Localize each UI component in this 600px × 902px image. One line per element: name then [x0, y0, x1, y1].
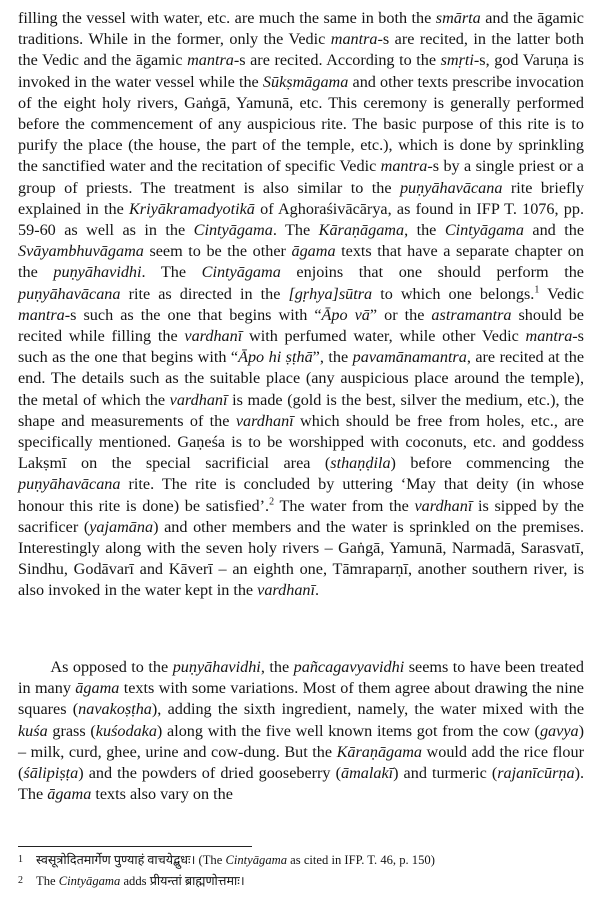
text-run: ). The: [18, 764, 584, 804]
footnote-divider: [18, 846, 252, 847]
footnote-1: [18, 852, 584, 868]
italic-term: Āpo vā: [321, 305, 370, 324]
text-run: As opposed to the: [18, 658, 173, 676]
italic-term: puṇyāhavidhi: [53, 263, 142, 282]
italic-term: astramantra: [431, 305, 512, 324]
text-run: -s such as the one that begins with “: [64, 305, 322, 324]
italic-term: [gṛhya]sūtra: [288, 284, 373, 303]
text-run: -s such as the one that begins with “: [18, 327, 584, 367]
footnote-1-text-a: (The: [195, 853, 226, 867]
italic-term: vardhanī: [414, 496, 473, 515]
footnote-1-text-b: as cited in IFP. T. 46, p. 150): [287, 853, 435, 867]
italic-term: Cintyāgama: [193, 221, 273, 240]
text-run: enjoins that one should perform the: [280, 263, 584, 282]
italic-term: āgama: [291, 242, 336, 261]
footnote-2-mark: 2: [18, 875, 23, 886]
italic-term: mantra: [525, 327, 573, 346]
italic-term: Cintyāgama: [444, 221, 524, 240]
footnote-1-title: Cintyāgama: [225, 853, 288, 867]
text-run: and the āgamic traditions. While in the former, only the Vedic: [18, 9, 584, 49]
text-run: should be recited while filling the: [18, 305, 584, 346]
text-run: ) along with the five well known items got from the cow (: [156, 721, 540, 740]
text-run: filling the vessel with water, etc. are much the same in both the: [18, 9, 436, 27]
footnote-2-devanagari: प्रीयन्तां ब्राह्मणोत्तमाः।: [149, 874, 245, 888]
italic-term: puṇyāhavidhi: [172, 658, 261, 676]
italic-term: puṇyāhavācana: [399, 178, 503, 197]
text-run: rite. The rite is concluded by uttering ‘May that deity (in whose honour this rite is done) be satisfied’.: [18, 475, 584, 515]
text-run: to which one belongs.: [372, 284, 535, 303]
text-run: rite briefly explained in the: [18, 178, 584, 218]
italic-term: puṇyāhavācana: [18, 284, 121, 303]
text-run: -s, god Varuṇa is invoked in the water vessel while the: [18, 51, 584, 91]
italic-term: sthaṇḍila: [330, 454, 391, 473]
footnote-ref: 1: [534, 284, 540, 296]
italic-term: āgama: [47, 785, 92, 804]
text-run: is sipped by the sacrificer (: [18, 496, 584, 536]
italic-term: Cintyāgama: [201, 263, 281, 282]
text-run: seem to be the other: [143, 242, 292, 261]
text-run: seems to have been treated in many: [18, 658, 585, 698]
italic-term: Kriyākramadyotikā: [129, 199, 255, 218]
footnote-2-text-b: adds: [120, 874, 150, 888]
text-run: of Aghoraśivācārya, as found in IFP T. 1076, pp. 59-60 as well as in the: [18, 199, 585, 240]
italic-term: vardhanī: [169, 390, 228, 409]
text-run: with perfumed water, while other Vedic: [242, 327, 526, 346]
text-run: texts that have a separate chapter on the: [18, 242, 584, 282]
footnote-2-title: Cintyāgama: [58, 874, 121, 888]
italic-term: pañcagavyavidhi: [293, 658, 405, 676]
text-run: ) and turmeric (: [393, 764, 498, 783]
footnote-1-mark: 1: [18, 854, 23, 865]
footnote-2: [18, 873, 584, 889]
footnote-ref: 2: [269, 496, 275, 508]
text-run: and the: [523, 221, 584, 240]
text-run: -s are recited, in the latter both the Vedic and the āgamic: [18, 30, 584, 70]
italic-term: smārta: [435, 9, 481, 27]
text-run: , are recited at the end. The details such as the suitable place (any auspicious place around the temple), the metal of which the: [18, 348, 585, 409]
text-run: ), adding the sixth ingredient, namely, the water mixed with the: [151, 700, 584, 719]
italic-term: kuśa: [18, 721, 48, 740]
text-run: texts also vary on the: [91, 785, 233, 804]
text-run: ) – milk, curd, ghee, urine and cow-dung. But the: [18, 721, 584, 761]
text-run: ) before commencing the: [390, 454, 584, 473]
italic-term: kuśodaka: [95, 721, 157, 740]
italic-term: yajamāna: [89, 517, 154, 536]
italic-term: śālipiṣṭa: [23, 764, 79, 783]
italic-term: mantra: [330, 30, 378, 49]
italic-term: mantra: [18, 305, 65, 324]
italic-term: āmalakī: [340, 764, 394, 783]
text-run: would add the rice flour (: [18, 742, 585, 783]
text-run: -s by a single priest or a group of priests. The treatment is also similar to the: [18, 157, 584, 197]
italic-term: mantra: [380, 157, 428, 176]
text-run: rite as directed in the: [120, 284, 289, 303]
italic-term: smṛti: [440, 51, 474, 70]
body-paragraph-2: [18, 657, 584, 805]
italic-term: pavamānamantra: [352, 348, 467, 367]
italic-term: āgama: [75, 679, 120, 698]
italic-term: mantra: [187, 51, 234, 70]
text-run: texts with some variations. Most of them agree about drawing the nine squares (: [18, 679, 584, 719]
text-run: , the: [404, 221, 445, 240]
italic-term: puṇyāhavācana: [18, 475, 121, 494]
italic-term: Kāraṇāgama: [318, 221, 405, 240]
footnote-1-devanagari: स्वसूत्रोदितमार्गेण पुण्याहं वाचयेद्बुधः।: [36, 853, 196, 867]
italic-term: rajanīcūrṇa: [497, 764, 575, 783]
text-run: ”, the: [312, 348, 353, 367]
italic-term: gavya: [539, 721, 579, 740]
italic-term: Kāraṇāgama: [336, 742, 423, 761]
text-run: The water from the: [274, 496, 415, 515]
italic-term: navakoṣṭha: [78, 700, 152, 719]
text-run: , the: [260, 658, 294, 676]
italic-term: vardhanī: [184, 327, 243, 346]
text-run: .: [315, 581, 320, 600]
text-run: and other texts prescribe invocation of the eight holy rivers, Gaṅgā, Yamunā, etc. This ceremony is generally performed before the commencement of any auspicious rite. The basic purpose of this rite is to purify the place (the house, the part of the temple, etc.), which is done by sprinkling the sanctified water and the recitation of specific Vedic: [18, 72, 585, 176]
document-page: [18, 0, 584, 902]
text-run: grass (: [47, 721, 96, 740]
footnote-2-text-a: The: [36, 874, 59, 888]
italic-term: Sūkṣmāgama: [262, 72, 349, 91]
italic-term: Āpo hi ṣṭhā: [238, 348, 313, 367]
italic-term: vardhanī: [235, 411, 294, 430]
text-run: Vedic: [539, 284, 584, 303]
text-run: ) and the powders of dried gooseberry (: [78, 764, 341, 783]
text-run: which should be free from holes, etc., are specifically mentioned. Gaṇeśa is to be worshipped with coconuts, etc. and goddess Lakṣmī on the special sacrificial area (: [18, 411, 584, 473]
text-run: . The: [141, 263, 202, 282]
text-run: . The: [272, 221, 319, 240]
italic-term: vardhanī: [257, 581, 316, 600]
body-paragraph-1: [18, 8, 584, 602]
text-run: ) and other members and the water is sprinkled on the premises. Interestingly along with the seven holy rivers – Gaṅgā, Yamunā, Narmadā, Sarasvatī, Sindhu, Godāvarī and Kāverī – an eighth one, Tāmraparṇī, another southern river, is also invoked in the water kept in the: [18, 517, 584, 600]
text-run: -s are recited. According to the: [233, 51, 441, 70]
italic-term: Svāyambhuvāgama: [18, 242, 144, 261]
text-run: is made (gold is the best, silver the medium, etc.), the shape and measurements of the: [18, 390, 584, 430]
text-run: ” or the: [369, 305, 432, 324]
